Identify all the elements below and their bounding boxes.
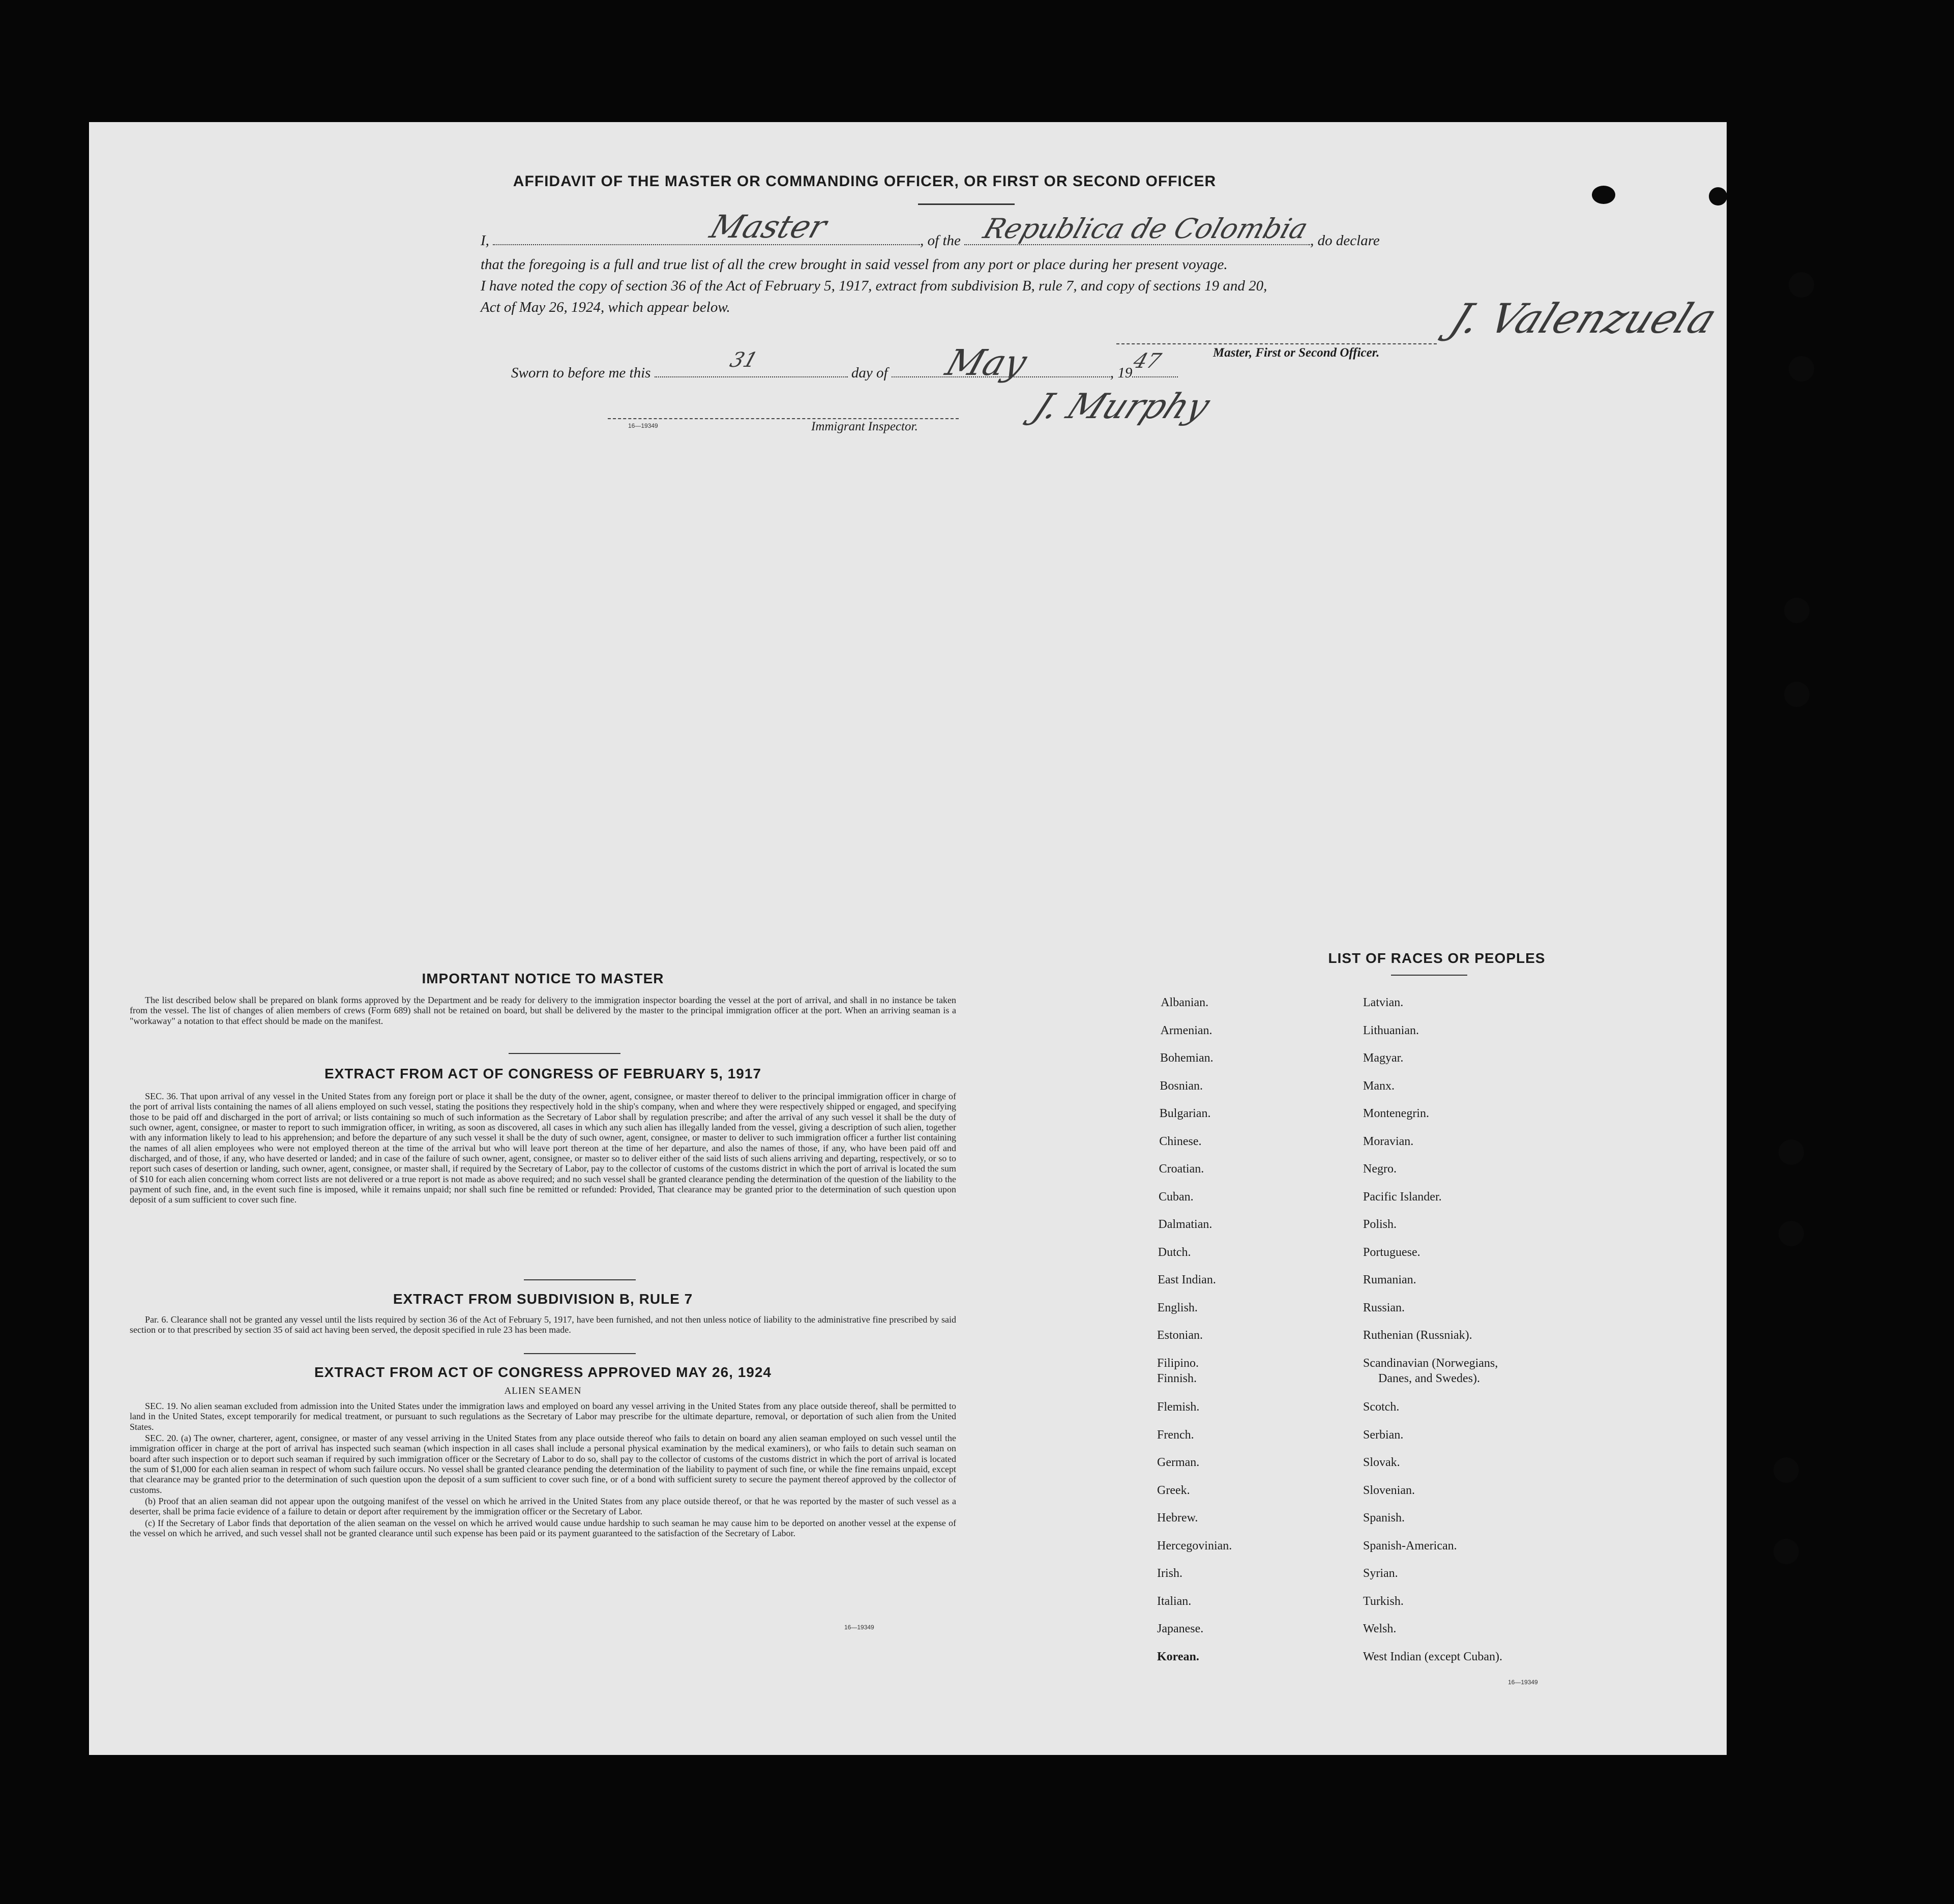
race-right-item: Portuguese. [1363, 1245, 1420, 1259]
rule7-paragraph: Par. 6. Clearance shall not be granted any vessel until the lists required by section 36 of the Act of February 5, 1917, have been furnished, and not then unless notice of liability to the administrative fine prescribed by said section or to that prescribed by section 35 of said act having been served, the deposit specified in rule 23 has been made. [130, 1314, 956, 1335]
race-right-item: Polish. [1363, 1218, 1397, 1231]
race-left-item: Finnish. [1157, 1371, 1197, 1385]
notice-rule [509, 1053, 620, 1054]
vessel-field [964, 213, 1312, 245]
race-right-item: Spanish-American. [1363, 1539, 1457, 1553]
punch-hole [1779, 1221, 1804, 1246]
affidavit-line-1 [481, 208, 1447, 251]
year-field [1130, 349, 1178, 377]
race-right-item: Scandinavian (Norwegians, [1363, 1356, 1498, 1370]
race-left-item: Hebrew. [1157, 1511, 1198, 1525]
race-right-item: Spanish. [1363, 1511, 1405, 1525]
race-right-item: Slovenian. [1363, 1483, 1415, 1497]
document-sheet [89, 122, 1727, 1755]
form-number-left: 16—19349 [844, 1624, 874, 1631]
sec-20b-paragraph: (b) Proof that an alien seaman did not appear upon the outgoing manifest of the vessel on which he arrived in the United States from any place outside thereof, or that he was reported by the master of such vessel as a deserter, shall be prima facie evidence of a failure to detain or deport after requirement by the immigration officer or the Secretary of Labor. [130, 1496, 956, 1517]
race-left-item: Bohemian. [1160, 1051, 1213, 1065]
races-rule [1391, 975, 1467, 976]
month-field [892, 342, 1110, 384]
extract-1924-title: EXTRACT FROM ACT OF CONGRESS APPROVED MAY 26, 1924 [314, 1364, 772, 1380]
race-right-item: Turkish. [1363, 1594, 1404, 1608]
inspector-signature-line [608, 418, 959, 419]
race-left-item: Filipino. [1157, 1356, 1199, 1370]
punch-hole [1789, 356, 1814, 382]
rule7-text [130, 1314, 956, 1336]
alien-seamen-subtitle: ALIEN SEAMEN [504, 1386, 582, 1396]
race-right-item: Pacific Islander. [1363, 1190, 1442, 1204]
race-right-item: Montenegrin. [1363, 1107, 1429, 1120]
race-left-item: Dalmatian. [1158, 1218, 1212, 1231]
race-right-item: Rumanian. [1363, 1273, 1416, 1286]
race-left-item: Greek. [1157, 1483, 1190, 1497]
race-left-item: Chinese. [1159, 1134, 1202, 1148]
race-right-item: Syrian. [1363, 1567, 1398, 1580]
races-title: LIST OF RACES OR PEOPLES [1328, 950, 1546, 966]
master-field [493, 208, 920, 246]
ink-blot [1592, 186, 1615, 204]
handwritten-vessel: Republica de Colombia [980, 213, 1312, 245]
race-right-item: Slovak. [1363, 1456, 1400, 1469]
extract-1917-rule [524, 1279, 636, 1280]
race-right-item: Magyar. [1363, 1051, 1404, 1065]
sec-20c-paragraph: (c) If the Secretary of Labor finds that deportation of the alien seaman on the vessel on which he arrived would cause undue hardship to such seaman he may cause him to be deported on another vessel at the expense of the vessel on which he arrived, and such vessel shall not be granted clearance until such expense has been paid or its payment guaranteed to the satisfaction of the Secretary of Labor. [130, 1517, 956, 1538]
punch-hole [1779, 1139, 1804, 1165]
race-right-item: Russian. [1363, 1301, 1405, 1314]
day-field [655, 348, 848, 377]
year-prefix: , 19 [1110, 365, 1133, 381]
race-right-item: Lithuanian. [1363, 1023, 1419, 1037]
punch-hole [1773, 1457, 1799, 1483]
handwritten-year: 47 [1130, 349, 1164, 373]
extract-1917-title: EXTRACT FROM ACT OF CONGRESS OF FEBRUARY 5, 1917 [324, 1066, 762, 1081]
race-left-item: Irish. [1157, 1567, 1182, 1580]
sec-19-paragraph: SEC. 19. No alien seaman excluded from admission into the United States under the immigration laws and employed on board any vessel arriving in the United States from any place outside thereof, shall be permitted to land in the United States, except temporarily for medical treatment, or pursuant to such regulations as the Secretary of Labor may prescribe for the ultimate departure, removal, or deportation of such alien from the United States. [130, 1401, 956, 1432]
inspector-signature: J. Murphy [1027, 387, 1217, 427]
affidavit-line-4: Act of May 26, 1924, which appear below. [481, 299, 730, 315]
race-left-item: French. [1157, 1428, 1194, 1442]
line1-prefix: I, [481, 232, 489, 249]
master-signature: J. Valenzuela [1443, 295, 1724, 342]
punch-hole [1784, 598, 1810, 623]
sworn-prefix: Sworn to before me this [511, 365, 651, 381]
race-left-item: Armenian. [1160, 1023, 1212, 1037]
race-right-item: West Indian (except Cuban). [1363, 1650, 1502, 1663]
extract-1924-text [130, 1401, 956, 1539]
master-signature-line [1116, 343, 1437, 344]
form-number-right: 16—19349 [1508, 1679, 1538, 1686]
handwritten-master: Master [705, 208, 832, 246]
ink-blot [1709, 187, 1727, 206]
handwritten-day: 31 [727, 348, 761, 372]
master-label: Master, First or Second Officer. [1213, 346, 1380, 360]
race-left-item: Cuban. [1159, 1190, 1194, 1204]
race-right-item: Scotch. [1363, 1400, 1400, 1414]
notice-paragraph: The list described below shall be prepared on blank forms approved by the Department and be ready for delivery to the immigration inspector boarding the vessel at the port of arrival, and shall in no instance be taken from the vessel. The list of changes of alien members of crews (Form 689) shall not be retained on board, but shall be delivered by the master to the principal immigration officer at the port. When an arriving seaman is a "workaway" a notation to that effect should be made on the manifest. [130, 995, 956, 1026]
sec-20a-paragraph: SEC. 20. (a) The owner, charterer, agent, consignee, or master of any vessel arriving in the United States from any place outside thereof who fails to detain on board any alien seaman employed on such vessel until the immigration officer in charge at the port of arrival has inspected such seaman (which inspection in all cases shall include a personal physical examination by the medical examiners), or who fails to detain such seaman on board after such inspection or to deport such seaman if required by such immigration officer or the Secretary of Labor to do so, shall pay to the collector of customs of the customs district in which the port of arrival is located the sum of $1,000 for each alien seaman in respect of whom such failure occurs. No vessel shall be granted clearance pending the determination of the liability to payment of such fine, or while the fine remains unpaid, except that clearance may be granted prior to the determination of such question upon the deposit of a sum sufficient to cover such fine, or of a bond with sufficient surety to secure the payment thereof approved by the collector of customs. [130, 1432, 956, 1495]
race-left-item: Bosnian. [1160, 1079, 1203, 1093]
race-right-item: Manx. [1363, 1079, 1395, 1093]
day-label: day of [851, 365, 888, 381]
line1-mid: , of the [920, 232, 961, 249]
race-right-item: Negro. [1363, 1162, 1397, 1176]
race-left-item: Albanian. [1161, 996, 1209, 1009]
race-right-item: Serbian. [1363, 1428, 1404, 1442]
form-number-top: 16—19349 [628, 422, 658, 429]
race-left-item: German. [1157, 1456, 1200, 1469]
extract-1917-paragraph: SEC. 36. That upon arrival of any vessel in the United States from any foreign port or place it shall be the duty of the owner, agent, consignee, or master thereof to deliver to the principal immigration officer in charge of the port of arrival lists containing the names of all aliens employed on such vessel, stating the positions they respectively hold in the ship's company, when and where they were respectively shipped or engaged, and specifying those to be paid off and discharged in the port of arrival; or lists containing so much of such information as the Secretary of Labor shall by regulation prescribe; and after the arrival of any such vessel it shall be the duty of such owner, agent, consignee, or master to report to such immigration officer, in writing, as soon as discovered, all cases in which any such alien has illegally landed from the vessel, giving a description of such alien, together with any information likely to lead to his apprehension; and before the departure of any such vessel it shall be the duty of such owner, agent, consignee, or master to deliver to such immigration officer a further list containing the names of all alien employees who were not employed thereon at the time of the arrival but who will leave port thereon at the time of her departure, and also the names of those, if any, who have been paid off and discharged, and of those, if any, who have deserted or landed; and in case of the failure of such owner, agent, consignee, or master so to deliver either of the said lists of such aliens arriving and departing, respectively, or so to report such cases of desertion or landing, such owner, agent, consignee, or master shall, if required by the Secretary of Labor, pay to the collector of customs of the customs district in which the port of arrival is located the sum of $10 for each alien concerning whom correct lists are not delivered or a true report is not made as above required; and no such vessel shall be granted clearance pending the determination of the question of the liability to the payment of such fine, and, in the event such fine is imposed, while it remains unpaid; nor shall such fine be remitted or refunded: Provided, That clearance may be granted prior to the determination of such question upon deposit of a sum sufficient to cover such fine. [130, 1091, 956, 1205]
race-left-item: Japanese. [1157, 1622, 1204, 1635]
punch-hole [1789, 272, 1814, 298]
notice-text [130, 995, 956, 1027]
race-left-item: Estonian. [1157, 1329, 1203, 1342]
race-right-item: Moravian. [1363, 1134, 1414, 1148]
race-left-item: Dutch. [1158, 1245, 1191, 1259]
title-rule [918, 203, 1015, 205]
rule7-title: EXTRACT FROM SUBDIVISION B, RULE 7 [393, 1291, 693, 1307]
race-left-item: Croatian. [1159, 1162, 1204, 1176]
race-left-item: Bulgarian. [1159, 1107, 1211, 1120]
punch-hole [1773, 1539, 1799, 1564]
extract-1917-text [130, 1091, 956, 1206]
inspector-label: Immigrant Inspector. [811, 420, 918, 433]
affidavit-line-3: I have noted the copy of section 36 of the Act of February 5, 1917, extract from subdivision B, rule 7, and copy of sections 19 and 20, [481, 278, 1267, 294]
race-right-item: Ruthenian (Russniak). [1363, 1329, 1472, 1342]
affidavit-line-2: that the foregoing is a full and true list of all the crew brought in said vessel from any port or place during her present voyage. [481, 256, 1228, 273]
affidavit-title: AFFIDAVIT OF THE MASTER OR COMMANDING OFFICER, OR FIRST OR SECOND OFFICER [513, 173, 1217, 190]
punch-hole [1784, 682, 1810, 707]
handwritten-month: May [940, 342, 1032, 384]
race-left-item: Hercegovinian. [1157, 1539, 1232, 1553]
race-left-item: Flemish. [1157, 1400, 1200, 1414]
race-right-item: Danes, and Swedes). [1378, 1371, 1480, 1385]
race-right-item: Welsh. [1363, 1622, 1397, 1635]
line1-suffix: , do declare [1310, 232, 1380, 249]
race-left-item: Italian. [1157, 1594, 1192, 1608]
notice-title: IMPORTANT NOTICE TO MASTER [422, 971, 664, 986]
race-left-item: East Indian. [1158, 1273, 1216, 1286]
race-left-item: Korean. [1157, 1650, 1199, 1663]
race-left-item: English. [1157, 1301, 1198, 1314]
rule7-rule [524, 1353, 636, 1354]
race-right-item: Latvian. [1363, 996, 1404, 1009]
